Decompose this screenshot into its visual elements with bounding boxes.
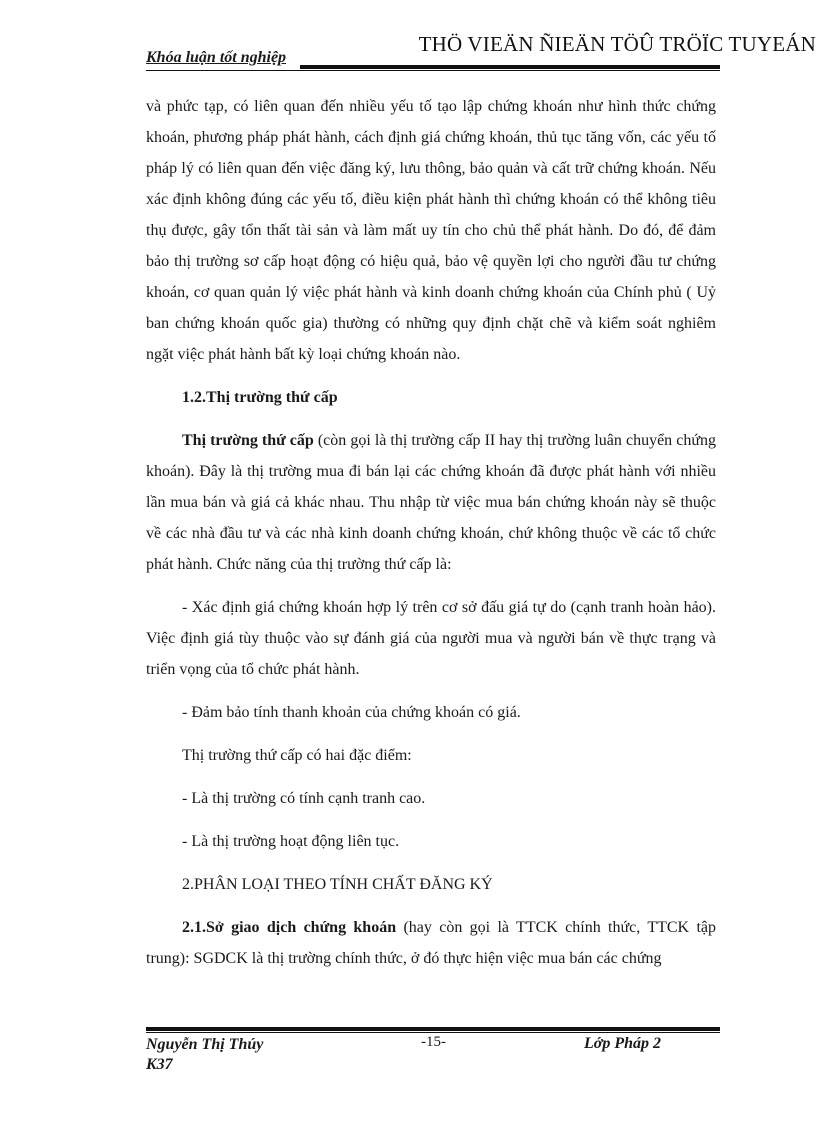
header-title: Khóa luận tốt nghiệp xyxy=(146,49,287,66)
paragraph-characteristics: Thị trường thứ cấp có hai đặc điểm: xyxy=(182,747,412,764)
secondary-market-definition: (còn gọi là thị trường cấp II hay thị trường luân chuyển chứng khoán). Đây là thị trường mua đi bán lại các chứng khoán đã được phát hành với nhiều lần mua bán và giá cả khác nhau. Thu nhập từ việc mua bán chứng khoán này sẽ thuộc về các nhà đầu tư và các nhà kinh doanh chứng khoán, chứ không thuộc về các tổ chức phát hành. Chức năng của thị trường thứ cấp là: xyxy=(146,432,716,573)
header-rule-thin xyxy=(146,70,720,71)
header-rule-thick xyxy=(300,65,720,69)
footer-class: Lớp Pháp 2 xyxy=(584,1035,662,1052)
footer-author-cohort: K37 xyxy=(146,1056,173,1073)
footer-rule-thick xyxy=(146,1027,720,1031)
bullet-liquidity: - Đảm bảo tính thanh khoản của chứng khoán có giá. xyxy=(182,704,521,721)
footer-author-name: Nguyễn Thị Thúy xyxy=(146,1036,264,1053)
term-stock-exchange: 2.1.Sở giao dịch chứng khoán xyxy=(182,919,397,936)
footer-rule-thin xyxy=(146,1032,720,1033)
stock-exchange-definition: (hay còn gọi là TTCK chính thức, TTCK tập trung): SGDCK là thị trường chính thức, ở đó thực hiện việc mua bán các chứng xyxy=(146,919,716,967)
footer-author xyxy=(146,1035,263,1075)
paragraph-stock-exchange xyxy=(146,912,716,974)
bullet-continuous: - Là thị trường hoạt động liên tục. xyxy=(182,833,400,850)
document-body xyxy=(146,91,716,974)
heading-secondary-market: 1.2.Thị trường thứ cấp xyxy=(182,389,338,406)
watermark-text: THÖ VIEÄN ÑIEÄN TÖÛ TRÖÏC TUYEÁN xyxy=(418,32,816,56)
paragraph-secondary-market xyxy=(146,425,716,580)
bullet-competitive: - Là thị trường có tính cạnh tranh cao. xyxy=(182,790,426,807)
page-number: -15- xyxy=(421,1034,446,1050)
heading-classification: 2.PHÂN LOẠI THEO TÍNH CHẤT ĐĂNG KÝ xyxy=(182,876,493,893)
term-secondary-market: Thị trường thứ cấp xyxy=(182,432,314,449)
bullet-pricing: - Xác định giá chứng khoán hợp lý trên cơ sở đấu giá tự do (cạnh tranh hoàn hảo). Việc định giá tùy thuộc vào sự đánh giá của người mua và người bán về thực trạng và triển vọng của tổ chức phát hành. xyxy=(146,599,716,678)
paragraph-primary-market: và phức tạp, có liên quan đến nhiều yếu tố tạo lập chứng khoán như hình thức chứng khoán, phương pháp phát hành, cách định giá chứng khoán, thủ tục tăng vốn, các yếu tố pháp lý có liên quan đến việc đăng ký, lưu thông, bảo quản và cất trữ chứng khoán. Nếu xác định không đúng các yếu tố, điều kiện phát hành thì chứng khoán có thể không tiêu thụ được, gây tổn thất tài sản và làm mất uy tín cho chủ thể phát hành. Do đó, để đảm bảo thị trường sơ cấp hoạt động có hiệu quả, bảo vệ quyền lợi cho người đầu tư chứng khoán, cơ quan quản lý việc phát hành và kinh doanh chứng khoán của Chính phủ ( Uỷ ban chứng khoán quốc gia) thường có những quy định chặt chẽ và kiểm soát nghiêm ngặt việc phát hành bất kỳ loại chứng khoán nào. xyxy=(146,98,716,363)
